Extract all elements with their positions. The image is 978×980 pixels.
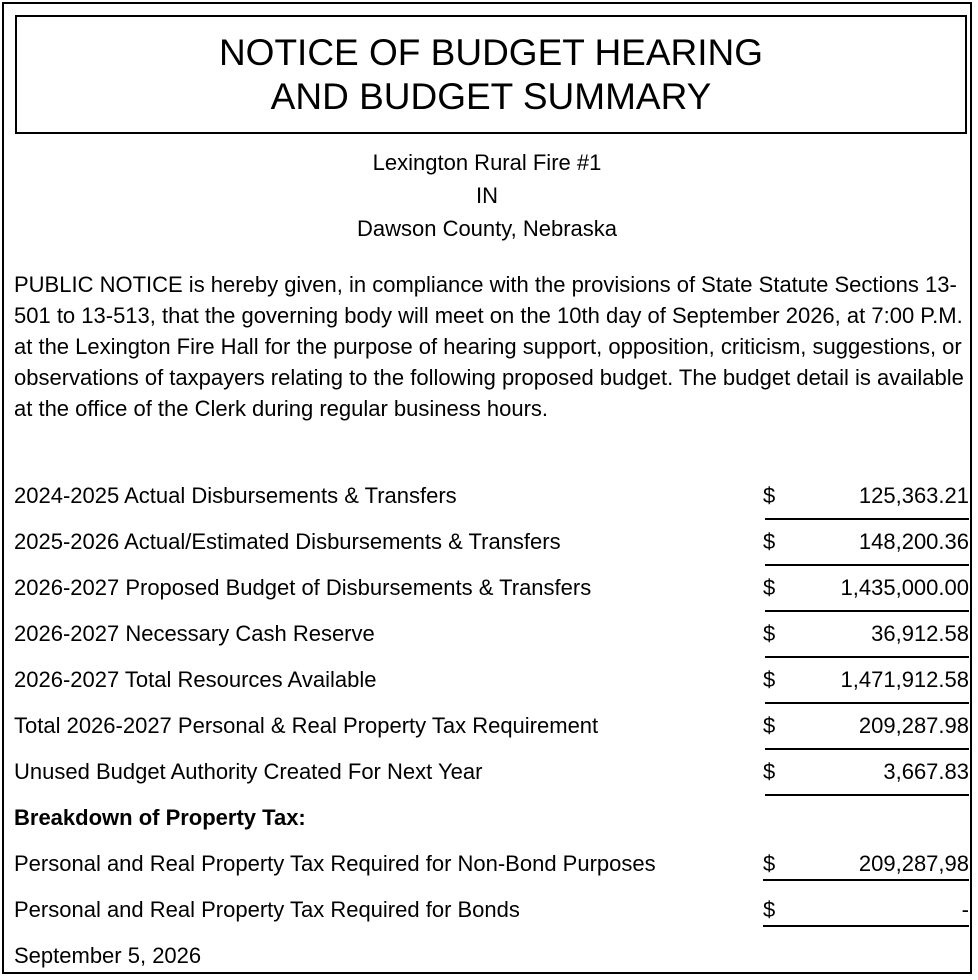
row-amount: - [961,897,969,922]
breakdown-row [14,842,969,888]
title-line-1: NOTICE OF BUDGET HEARING [218,32,764,73]
currency-symbol: $ [763,621,776,646]
row-amount: 209,287,98 [858,851,969,876]
title-line-2: AND BUDGET SUMMARY [270,76,712,117]
title-box [15,15,967,134]
summary-row [14,658,969,704]
currency-symbol: $ [763,713,776,738]
currency-symbol: $ [763,575,776,600]
row-label: Unused Budget Authority Created For Next Year [14,759,483,784]
row-amount: 148,200.36 [858,529,969,554]
summary-row [14,520,969,566]
breakdown-row [14,888,969,934]
currency-symbol: $ [763,483,776,508]
row-amount: 1,435,000.00 [840,575,969,600]
summary-row [14,750,969,796]
row-label: Personal and Real Property Tax Required for Bonds [14,897,520,922]
entity-in: IN [476,183,498,208]
underlined-amount [763,851,969,881]
breakdown-heading: Breakdown of Property Tax: [14,805,306,830]
row-label: 2026-2027 Total Resources Available [14,667,377,692]
row-label: Personal and Real Property Tax Required for Non-Bond Purposes [14,851,656,876]
currency-symbol: $ [763,529,776,554]
row-amount: 1,471,912.58 [840,667,969,692]
row-amount: 36,912.58 [871,621,969,646]
currency-symbol: $ [763,667,776,692]
row-label: 2026-2027 Necessary Cash Reserve [14,621,375,646]
entity-name: Lexington Rural Fire #1 [372,150,602,175]
row-amount: 209,287.98 [858,713,969,738]
date-row [14,934,969,980]
currency-symbol: $ [763,759,776,784]
notice-frame [2,2,972,974]
public-notice-text: PUBLIC NOTICE is hereby given, in compliance with the provisions of State Statute Sections 13-501 to 13-513, that the governing body will meet on the 10th day of September 2026, at 7:00 P.M. at the Lexington Fire Hall for the purpose of hearing support, opposition, criticism, suggestions, or observations of taxpayers relating to the following proposed budget. The budget detail is available at the office of the Clerk during regular business hours. [14,272,964,421]
row-label: 2026-2027 Proposed Budget of Disbursements & Transfers [14,575,592,600]
underlined-amount [763,897,969,927]
row-label: Total 2026-2027 Personal & Real Property Tax Requirement [14,713,599,738]
summary-row [14,474,969,520]
breakdown-heading-row [14,796,969,842]
row-label: 2024-2025 Actual Disbursements & Transfers [14,483,457,508]
entity-county: Dawson County, Nebraska [356,216,618,241]
summary-row [14,612,969,658]
row-amount: 125,363.21 [858,483,969,508]
entity-block [4,146,970,245]
budget-summary-table [14,474,969,980]
currency-symbol: $ [763,897,776,922]
row-amount: 3,667.83 [883,759,969,784]
summary-row [14,704,969,750]
summary-row [14,566,969,612]
row-label: 2025-2026 Actual/Estimated Disbursements & Transfers [14,529,561,554]
notice-date: September 5, 2026 [14,943,202,968]
currency-symbol: $ [763,851,776,876]
